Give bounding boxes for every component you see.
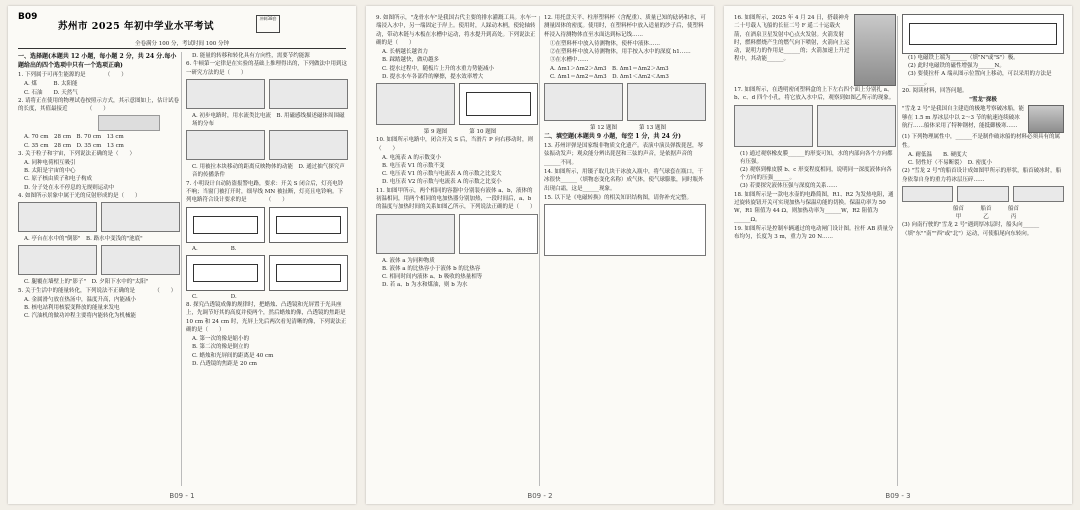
page1-column-left (18, 52, 180, 486)
q16-block (734, 14, 896, 86)
answer-option: C. 汽油机的做功冲程主要将内能转化为机械能 (24, 313, 137, 320)
question-text: 14. 如图所示，用镊子取几块干冰放入瓶中，将气球套在瓶口，干冰很快______（填物态变化名称）成气体，使气球膨胀，同时瓶外出现白霜，这是______现象。 (544, 169, 704, 192)
answer-option: B. 液体 a 的比热容小于液体 b 的比热容 (382, 265, 481, 272)
figure-bow-a (902, 186, 953, 202)
exam-page-1 (8, 6, 356, 504)
answer-option: C. D. (192, 293, 237, 300)
answer-option: A. 煤 B. 太阳能 (24, 81, 78, 88)
figure-caption: 甲 乙 丙 (955, 214, 1017, 221)
page3-column-right (902, 14, 1064, 486)
header-rule (18, 48, 346, 49)
exam-page-3 (724, 6, 1072, 504)
question-text: 3. 关于粒子和宇宙，下列说法正确的是（ ） (18, 150, 135, 157)
page2-column-left (376, 14, 538, 486)
photo-row (18, 245, 180, 276)
figure-heater-beakers (376, 214, 455, 254)
figure-box-in-water (817, 105, 896, 147)
photo-pool (101, 202, 180, 232)
circuit-diagram-d (269, 255, 348, 291)
answer-option: ②在塑料杯中放入待测物体，用手按入水中的深度 h1…… (550, 49, 691, 56)
answer-option: C. 蜡烛和光屏间的距离是 40 cm (192, 352, 274, 359)
rocket-photo (854, 14, 896, 86)
question-text: 18. 如图所示是一款电水壶的电路简图，R1、R2 为发热电阻，通过旋转旋钮开关可实现加热与保温功能的切换。保温功率为 50 W，R1 阻值为 44 Ω，则加热功率为______W，R2 阻值为______Ω。 (734, 191, 894, 223)
figure-balloon (627, 83, 706, 121)
question-text: 17. 如图所示，在透明密闭塑料盒的上下左右四个面上分别扎 a、b、c、d 四个小孔，将它放入水中后，观察到如图乙所示的现象。 (734, 87, 895, 102)
circuit-diagram-a (186, 207, 265, 243)
page3-column-left (734, 14, 896, 486)
answer-option: C. 原子核由质子和电子构成 (24, 176, 93, 183)
exam-page-2 (366, 6, 714, 504)
answer-option: B. 核电站利用核裂变释放的能量来发电 (24, 305, 120, 312)
figure-block (186, 130, 265, 160)
answer-option: B. 踩踏越快，做功越多 (382, 57, 440, 64)
figure-bell-jar (269, 130, 348, 160)
answer-option: A. Δm1＞Δm2＞Δm3 B. Δm1＝Δm2＞Δm3 (550, 65, 669, 72)
circuit-diagram-b (269, 207, 348, 243)
question-text: 2. 请将正在使用的物理试卷按照示方式，其示意图如上，估计试卷的长度，其值最接近 （ ） (18, 97, 179, 112)
answer-option: A. 电流表 A 的示数变小 (382, 154, 441, 161)
answer-option: C. 相同时间内液体 a、b 吸收的热量相等 (382, 273, 483, 280)
question-text: 1. 下列属于可再生能源的是 （ ） (18, 72, 127, 78)
question-text: 9. 如图所示，"龙骨水车"是我国古代主要的排水灌溉工具。水车一端浸入水中，另一端固定于岸上。使用时，人踩动木柄，使轮轴转动，带动木链与木板在水槽中运动，将水提升到高处。下列说法正确的是（ ） (376, 15, 537, 46)
page-footer: B09 - 3 (885, 492, 911, 500)
column-divider (539, 16, 540, 486)
answer-option: (1) 电磁铁上端为______（填"N"或"S"）极。 (908, 55, 1019, 61)
page-footer: B09 - 2 (527, 492, 553, 500)
question-text: 15. 以下是《电磁转换》的相关知识结构图，请你补充完整。 (544, 194, 692, 201)
question-text: 一、选择题(本题共 12 小题，每小题 2 分，共 24 分.每小题给出的四个选项中只有一个选项正确) (18, 53, 177, 69)
circuit-row (186, 255, 348, 291)
answer-option: A. 70 cm 28 cm B. 70 cm 13 cm (24, 134, 124, 141)
answer-option: C. 腿覆在墙壁上的"影子" D. 夕阳下水中的"太阳" (24, 279, 149, 286)
question-text: (3) 向南行驶的"雪龙 2 号"遇到厚冰层时，船头向______（填"东""南""西"或"北"）运动，可使船尾向东转向。 (902, 222, 1040, 237)
reading-block (902, 105, 1064, 133)
answer-option: A. 液体 a 为同种物质 (382, 257, 435, 264)
answer-option: C. Δm1＝Δm2＝Δm3 D. Δm1＜Δm2＜Δm3 (550, 73, 669, 80)
answer-option: D. 电压表 V2 的示数与电流表 A 的示数之比变小 (382, 179, 502, 186)
question-text: 7. 小明设计自动防盗报警电路，要求：开关 S 闭合后，灯亮电铃不响；当窗门被打开时，细导线 MN 被扯断，灯亮且电铃响。下列电路符合设计要求的是 （ ） (186, 180, 344, 204)
answer-option: (1) 通过观察橡皮膜______的形变可知，水的内部向各个方向都有压强。 (740, 150, 893, 165)
answer-option: C. 电压表 V1 的示数与电流表 A 的示数之比变大 (382, 171, 502, 178)
question-text: (2) "雪龙 2 号"的船首设计成如图甲所示的形状，船首破冰时，船身依靠自身的重力将冰层压碎…… (902, 168, 1062, 183)
column-divider (897, 16, 898, 486)
paper-subtitle: 全卷满分 100 分，考试时间 100 分钟 (135, 41, 229, 47)
answer-option: D. 提水水车各部件的摩擦，提水效率增大 (382, 73, 484, 80)
knowledge-structure-chart (544, 204, 706, 256)
page2-column-right (544, 14, 706, 486)
answer-option: C. 用被拉本块移动的距离反映物体的动能 D. 通过抽气探究声音的传播条件 (192, 164, 345, 179)
column-divider (181, 52, 182, 486)
reading-title: "雪龙"探极 (969, 97, 997, 104)
answer-option: ③在水槽中…… (550, 57, 589, 64)
photo-shadow (18, 245, 97, 275)
answer-option: B. 太阳是宇宙的中心 (24, 168, 76, 175)
circuit-diagram-c (186, 255, 265, 291)
question-text: 10. 如图所示电路中，闭合开关 S 后，当滑片 P 向右移动时，则（ ） (376, 137, 533, 152)
page-footer: B09 - 1 (169, 492, 195, 500)
answer-option: C. 韧性好（不易断裂） D. 密度小 (908, 160, 992, 167)
question-text: 13. 苏州评弹是国家级非物质文化遗产。表演中演员弹拨琵琶，琴弦振动发声；观众能分辨出琵琶和三弦的声音，是依据声音的______不同。 (544, 143, 703, 166)
figure-temp-graph (459, 214, 538, 254)
figure-water-flow (186, 79, 265, 109)
answer-option: A. 同种电荷相互吸引 (24, 160, 76, 166)
question-text: 8. 探究凸透镜成像的规律时，把蜡烛、凸透镜和光屏置于光具座上，先调节好其的高度并使两个，然后蜡烛的像，凸透镜的焦距是 10 cm 和 24 cm 时，光屏上先后两次看见清晰的像，下列说法正确的是（ ） (186, 301, 347, 333)
answer-option: (2) 观察到橡皮膜 b、c 形变程度相同，说明同一深度液体向各个方向的压强______。 (740, 167, 892, 182)
question-text: 11. 如图甲所示，两个相同的容器中分别装有液体 a、b，液体的初温相同，用两个相同的电加热器分别加热，一段时间后，a、b 的温度与加热时间的关系如图乙所示，下列说法正确的是（ ） (376, 187, 536, 211)
answer-option: B. 电压表 V1 的示数不变 (382, 163, 445, 169)
figure-caption: 第 12 题图 第 13 题图 (590, 124, 666, 131)
answer-option: C. 提水过程中，随板片上升的水重力势能减小 (382, 65, 495, 72)
figure-row (734, 105, 896, 148)
question-text: 20. 阅读材料，回答问题。 (902, 87, 968, 94)
answer-option: D. 凸透镜的焦距是 20 cm (192, 360, 258, 367)
photo-sunset (101, 245, 180, 275)
figure-plastic-box (734, 105, 813, 147)
answer-option: A. 亭台在水中的"倒影" B. 路水中变浅的"池底" (24, 236, 143, 243)
figure-electric-gate (902, 14, 1064, 54)
figure-row (186, 79, 348, 110)
figure-water-wheel (376, 83, 455, 125)
question-text: 5. 关于生活中的能量转化，下列说法不正确的是 （ ） (18, 287, 177, 294)
figure-caption: 第 9 题图 第 10 题图 (423, 129, 497, 135)
page1-column-right (186, 52, 348, 486)
question-text: 12. 用托盘天平、柱形塑料杯（含配重）、质量已知的砝码和水，可测量固体的密度。使用时，在塑料杯中放入适量的沙子后，使塑料杯浸入待测物体直至水面达到标记线…… (544, 15, 706, 38)
figure-circuit-q10 (459, 83, 538, 125)
answer-option: (3) 要使拉杆 A 端从图示位置向上移动，可以采用的方法是______。 (908, 71, 1052, 86)
question-text: 19. 如图所示是控制车辆通过的电动闸门设计图。拉杆 AB 质量分布均匀，长度为 3 m，重力为 20 N…… (734, 225, 894, 241)
figure-row (376, 83, 538, 126)
figure-bow-b (957, 186, 1008, 202)
answer-option: (2) 此时电磁铁的磁性增强为______N。 (908, 63, 1005, 70)
question-text: 4. 如图所示景象中属于光的反射形成的是（ ） (18, 192, 141, 199)
figure-row (376, 214, 538, 255)
icebreaker-photo (1028, 105, 1064, 133)
answer-option: A. 金属滑勺放在热汤中，温度升高，内能减小 (24, 296, 136, 303)
figure-magnet-field (269, 79, 348, 109)
question-text: 6. 牛顿第一定律是在实验的基础上推理得出的，下列做法中用到这一研究方法的是（ ） (186, 61, 347, 76)
ruler-figure (98, 115, 160, 131)
answer-option: C. 35 cm 28 cm D. 35 cm 13 cm (24, 142, 124, 149)
answer-option: (3) 若要探究液体压强与深度的关系…… (740, 183, 838, 190)
figure-row (902, 186, 1064, 203)
photo-row (18, 202, 180, 233)
figure-cup (544, 83, 623, 121)
answer-option: A. 初步电路时，用水流类比电流 B. 用磁感线描述磁体周围磁场的分布 (192, 112, 345, 127)
figure-caption: 船首 船首 船首 (952, 206, 1019, 212)
answer-option: A. 长柄越长越省力 (382, 49, 428, 56)
answer-option: A. 第一次的像是缩小的 (192, 336, 249, 343)
paper-title: 苏州市 2025 年初中学业水平考试 (58, 21, 215, 32)
answer-option: A. B. (192, 245, 237, 252)
question-text: 16. 如图所示，2025 年 4 月 24 日，搭载神舟二十号载人飞船的长征二号 F 遥二十运载火箭，在酒泉卫星发射中心点火发射。火箭发射时，燃料燃烧产生的燃气向下喷射，火箭向上运动，说明力的作用是______的；火箭加速上升过程中，其动能______。 (734, 15, 850, 63)
answer-option: D. 若 a、b 为水和煤油，则 b 为水 (382, 282, 468, 289)
answer-option: D. 能量的转移和转化具有方向性，需要节约能源 (192, 53, 310, 59)
question-text: (1) 下列物理属性中，______不是制作破冰船的材料必须具有的属性。 (902, 134, 1061, 149)
answer-option: A. 耐低温 B. 硬度大 (908, 152, 968, 158)
answer-option: ①在塑料杯中放入待测物体，使杯中液体…… (550, 40, 661, 47)
section-heading: 二、填空题(本题共 9 小题，每空 1 分，共 24 分) (544, 133, 681, 141)
figure-row (544, 83, 706, 122)
photo-pavilion (18, 202, 97, 232)
figure-row (186, 130, 348, 161)
figure-bow-c (1013, 186, 1064, 202)
answer-option: C. 石油 D. 天然气 (24, 89, 78, 96)
answer-option: B. 第二次的像是倒立的 (192, 344, 250, 351)
circuit-row (186, 207, 348, 243)
reading-text: "雪龙 2 号"是我国自主建造的极地考察破冰船，能够在 1.5 m 厚冰层中以 2～3 节的航速连续破冰航行……船体采用了特种钢材，能抵御极寒…… (902, 106, 1025, 129)
answer-option: D. 分子处在永不停息的无规则运动中 (24, 184, 115, 191)
publisher-logo: 冲刺38套 (256, 15, 280, 33)
paper-code: B09 (18, 12, 38, 22)
